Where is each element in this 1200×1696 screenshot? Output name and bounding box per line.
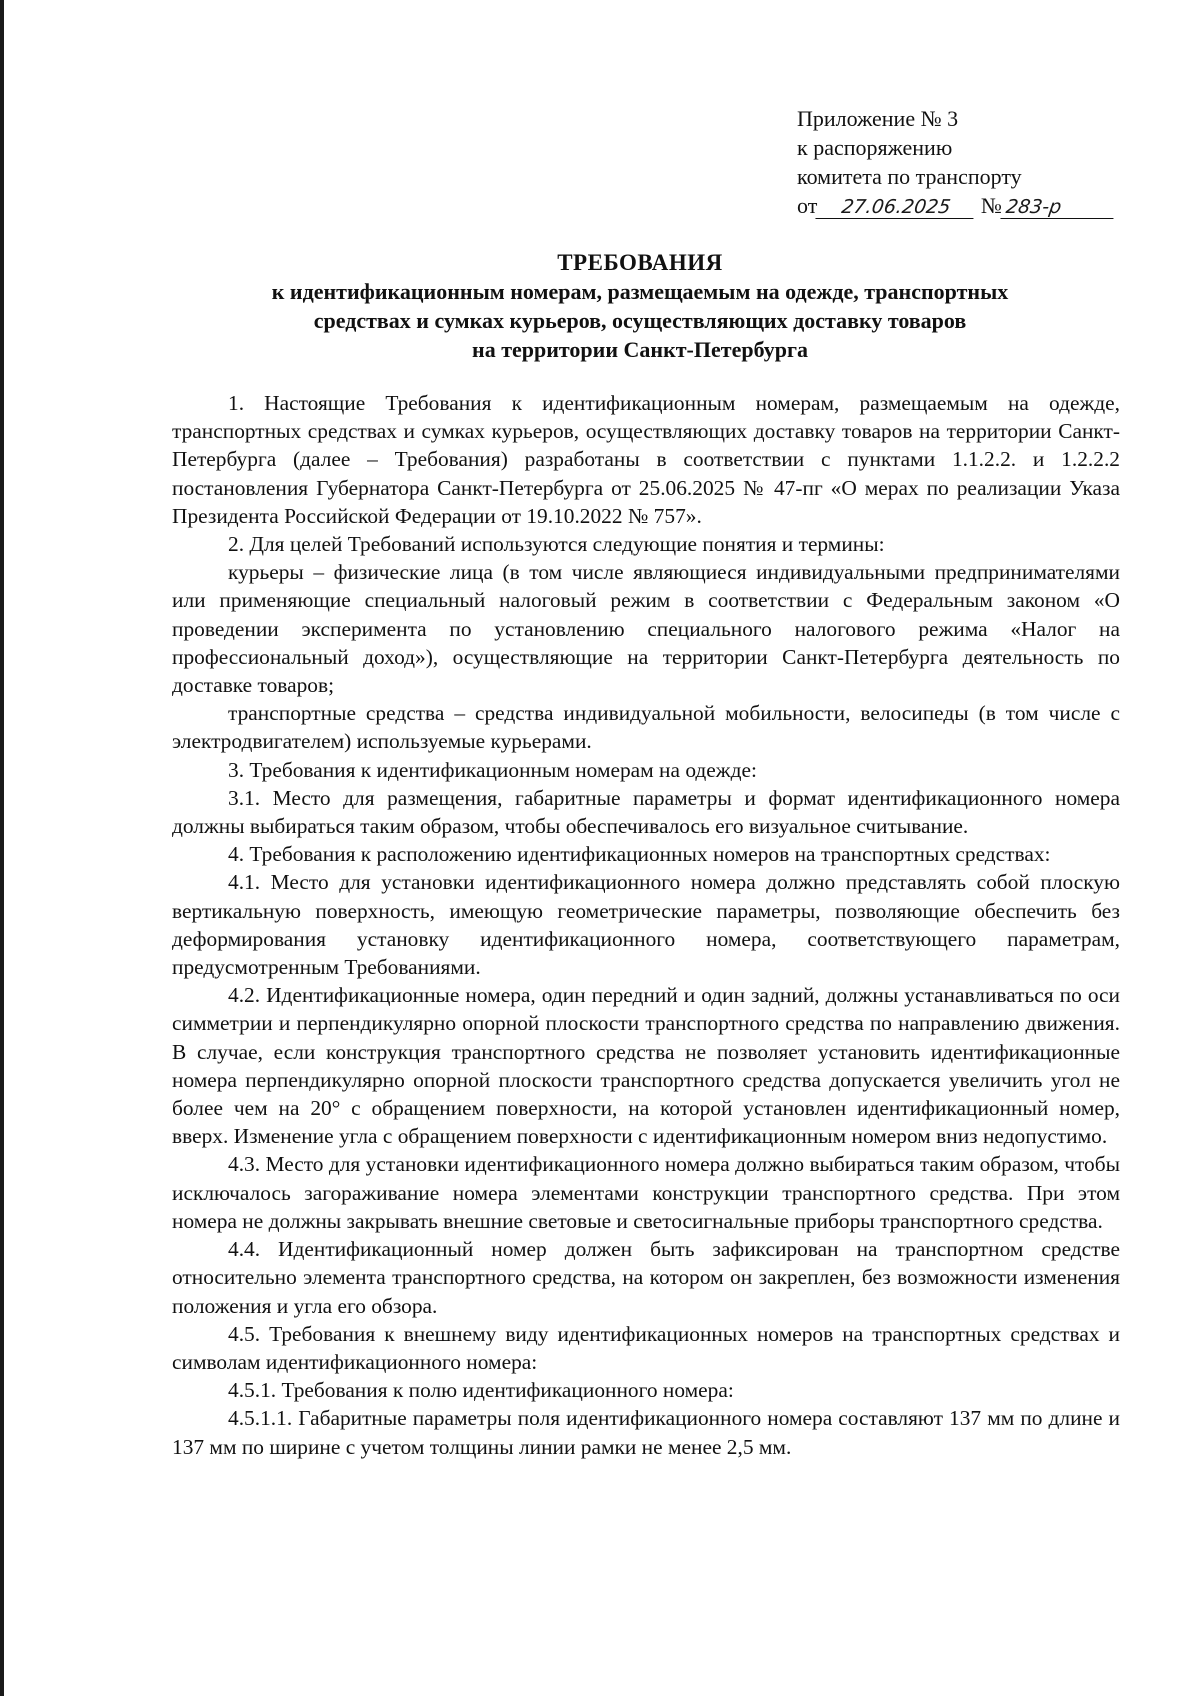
paragraph-4: 4. Требования к расположению идентификационных номеров на транспортных средствах:	[228, 842, 1051, 867]
paragraph-4-5-1: 4.5.1. Требования к полю идентификационного номера:	[228, 1378, 734, 1403]
handwritten-date: 27.06.2025	[816, 196, 977, 219]
title-line-2: средствах и сумках курьеров, осуществляющих доставку товаров	[313, 308, 967, 333]
paragraph-couriers-definition: курьеры – физические лица (в том числе являющиеся индивидуальными предпринимателями или применяющие специальный налоговый режим в соответствии с Федеральным законом «О проведении эксперимента по установлению специального налогового режима «Налог на профессиональный доход»), осуществляющие на территории Санкт-Петербурга деятельность по доставке товаров;	[172, 560, 1120, 698]
number-prefix: №	[980, 193, 1002, 218]
paragraph-4-3: 4.3. Место для установки идентификационного номера должно выбираться таким образом, чтобы исключалось загораживание номера элементами конструкции транспортного средства. При этом номера не должны закрывать внешние световые и светосигнальные приборы транспортного средства.	[172, 1152, 1120, 1233]
paragraph-4-5-1-1: 4.5.1.1. Габаритные параметры поля идентификационного номера составляют 137 мм по длине и 137 мм по ширине с учетом толщины линии рамки не менее 2,5 мм.	[172, 1406, 1120, 1459]
appendix-line-3: комитета по транспорту	[797, 164, 1022, 189]
paragraph-4-4: 4.4. Идентификационный номер должен быть зафиксирован на транспортном средстве относительно элемента транспортного средства, на котором он закреплен, без возможности изменения положения и угла его обзора.	[172, 1237, 1120, 1318]
title-line-1: к идентификационным номерам, размещаемым на одежде, транспортных	[271, 279, 1009, 304]
appendix-block	[797, 104, 1115, 220]
title-main: ТРЕБОВАНИЯ	[557, 250, 723, 275]
title-line-3: на территории Санкт-Петербурга	[472, 337, 808, 362]
paragraph-2: 2. Для целей Требований используются следующие понятия и термины:	[228, 532, 885, 557]
paragraph-4-1: 4.1. Место для установки идентификационного номера должно представлять собой плоскую вертикальную поверхность, имеющую геометрические параметры, позволяющие обеспечить без деформирования установку идентификационного номера, соответствующего параметрам, предусмотренным Требованиями.	[172, 870, 1120, 980]
appendix-line-2: к распоряжению	[797, 135, 953, 160]
appendix-date-line	[797, 191, 1115, 220]
handwritten-number: 283-р	[1000, 196, 1116, 219]
paragraph-vehicles-definition: транспортные средства – средства индивидуальной мобильности, велосипеды (в том числе с электродвигателем) используемые курьерами.	[172, 701, 1120, 754]
appendix-line-1: Приложение № 3	[797, 106, 959, 131]
document-title	[170, 248, 1110, 364]
date-prefix: от	[797, 193, 818, 218]
document-body	[172, 389, 1120, 1461]
paragraph-4-2: 4.2. Идентификационные номера, один передний и один задний, должны устанавливаться по оси симметрии и перпендикулярно опорной плоскости транспортного средства по направлению движения. В случае, если конструкция транспортного средства не позволяет установить идентификационные номера перпендикулярно опорной плоскости транспортного средства допускается увеличить угол не более чем на 20° с обращением поверхности, на которой установлен идентификационный номер, вверх. Изменение угла с обращением поверхности с идентификационным номером вниз недопустимо.	[172, 983, 1120, 1149]
paragraph-3: 3. Требования к идентификационным номерам на одежде:	[228, 757, 757, 782]
paragraph-4-5: 4.5. Требования к внешнему виду идентификационных номеров на транспортных средствах и символам идентификационного номера:	[172, 1321, 1120, 1374]
scan-left-edge	[0, 0, 4, 1696]
paragraph-3-1: 3.1. Место для размещения, габаритные параметры и формат идентификационного номера должны выбираться таким образом, чтобы обеспечивалось его визуальное считывание.	[172, 785, 1120, 839]
paragraph-1: 1. Настоящие Требования к идентификационным номерам, размещаемым на одежде, транспортных средствах и сумках курьеров, осуществляющих доставку товаров на территории Санкт-Петербурга (далее – Требования) разработаны в соответствии с пунктами 1.1.2.2. и 1.2.2.2 постановления Губернатора Санкт-Петербурга от 25.06.2025 № 47-пг «О мерах по реализации Указа Президента Российской Федерации от 19.10.2022 № 757».	[172, 391, 1120, 528]
